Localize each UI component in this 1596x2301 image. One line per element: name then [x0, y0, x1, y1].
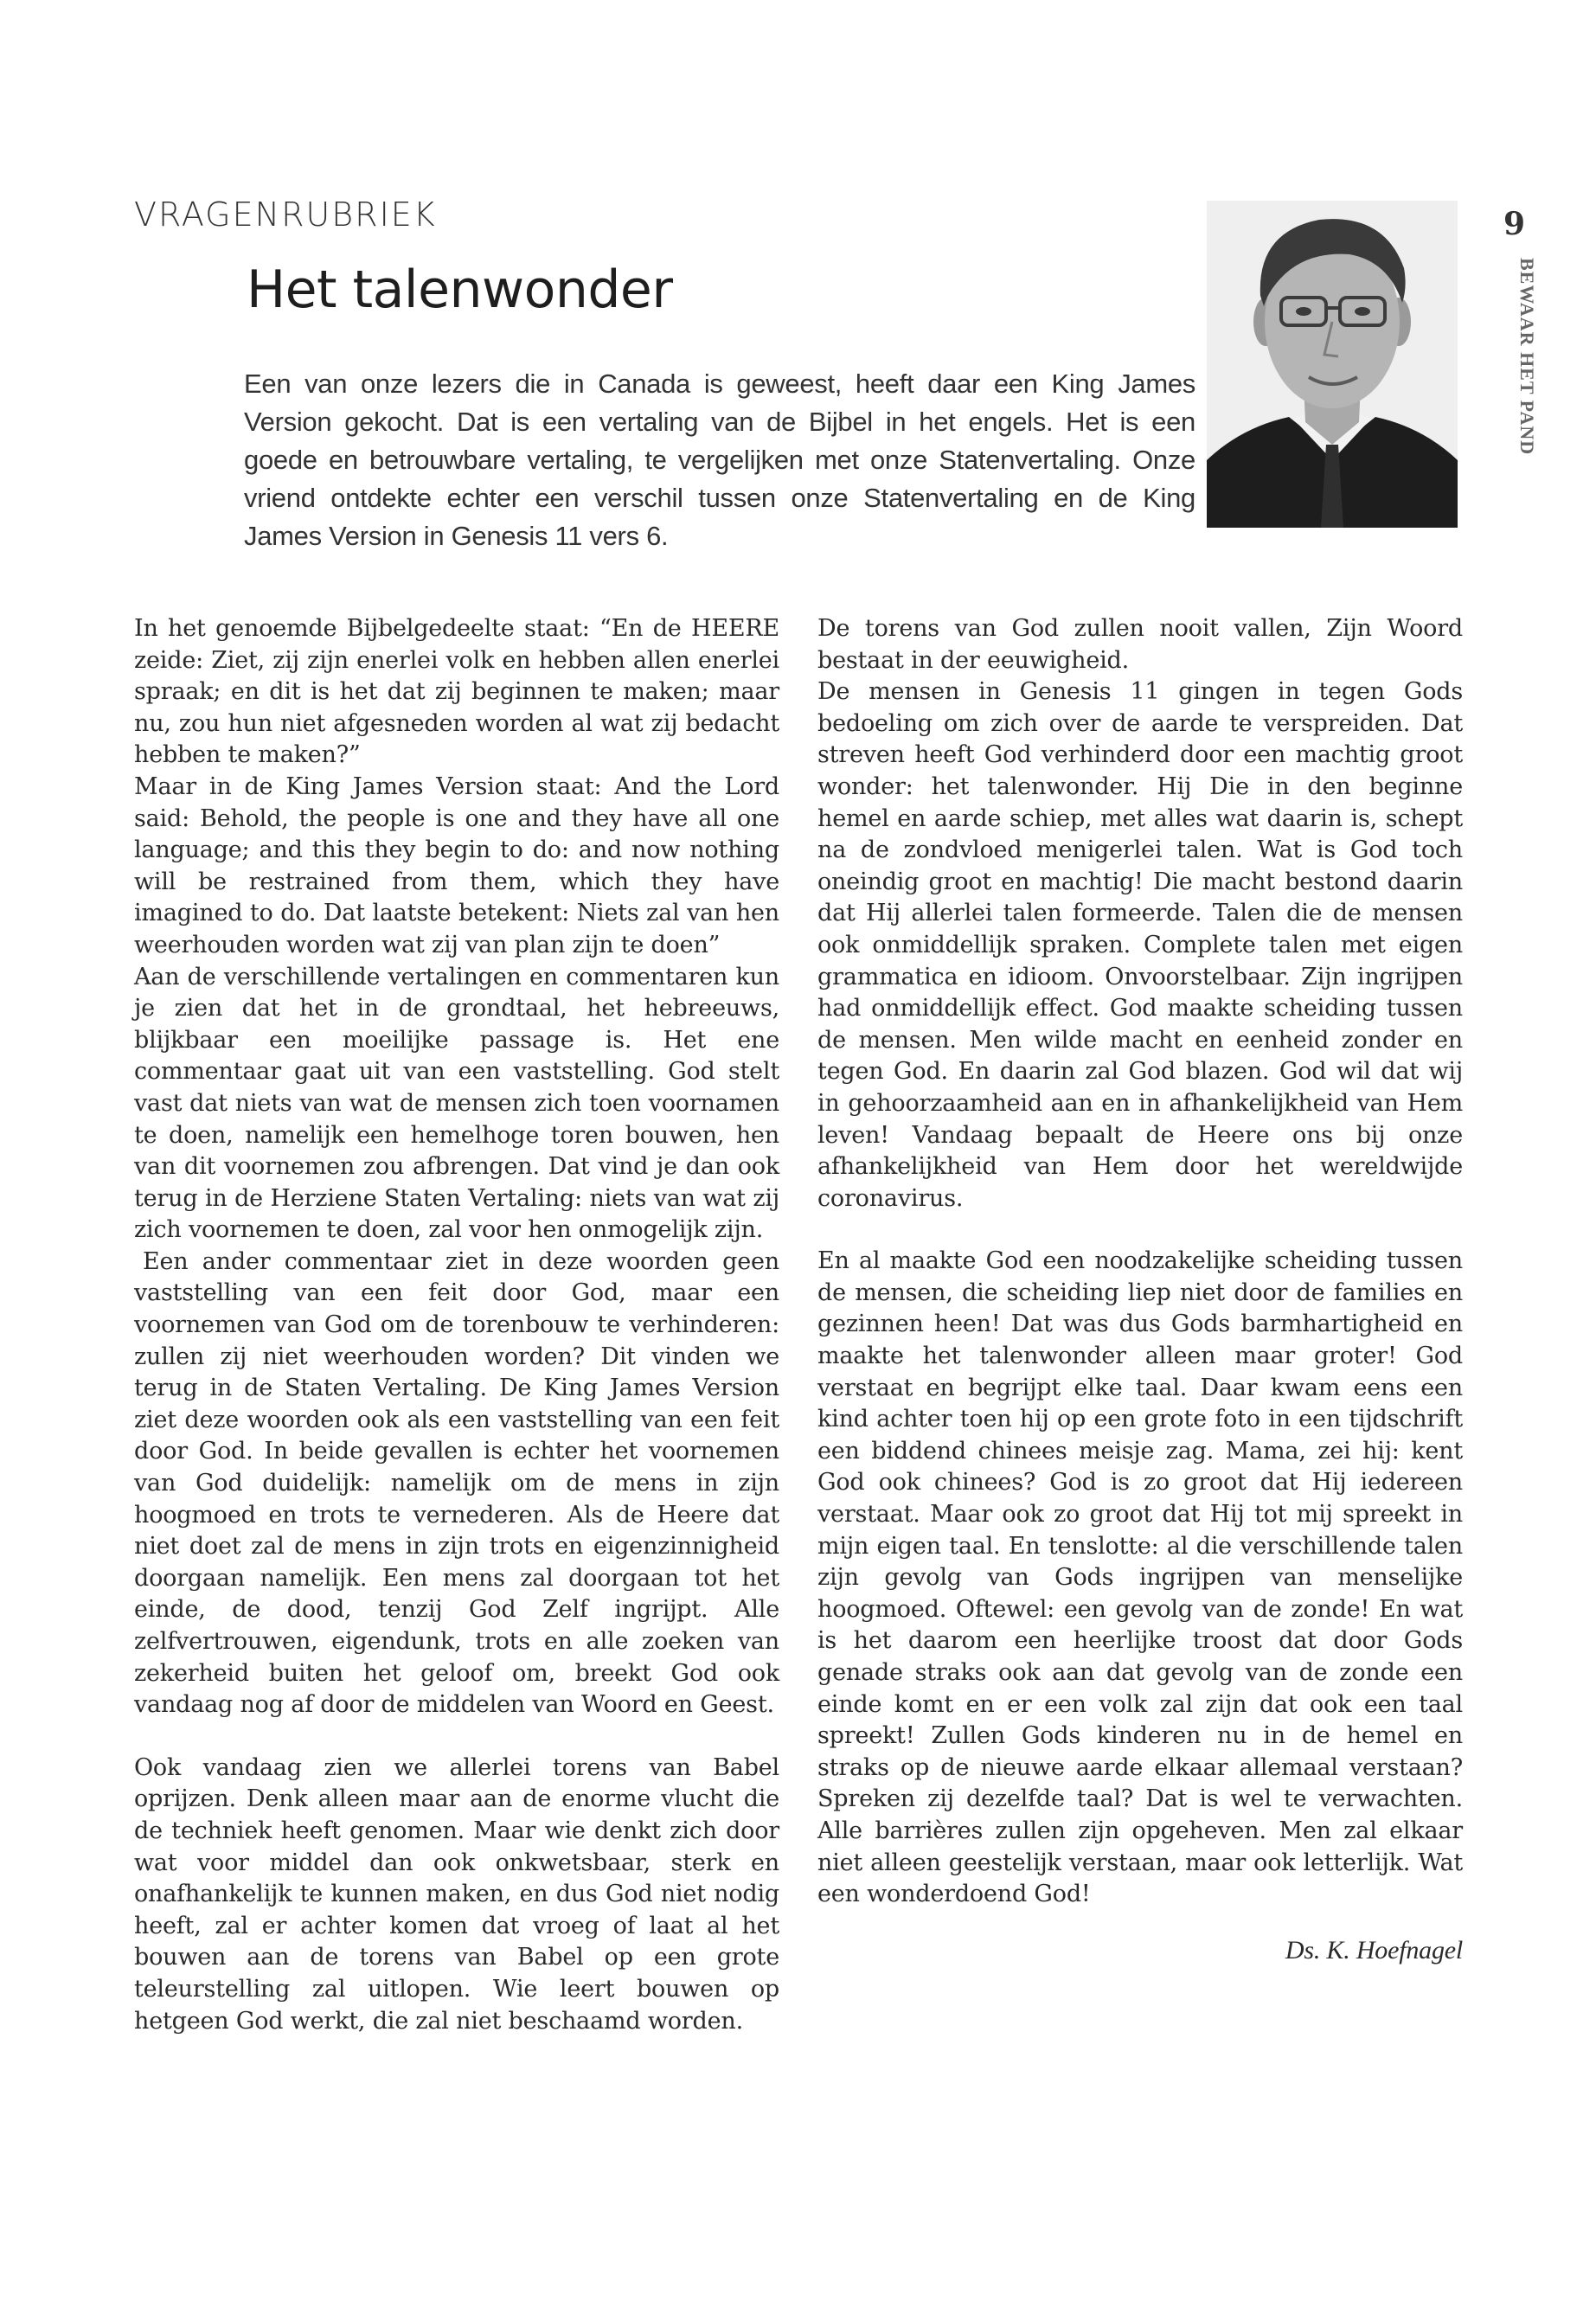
body-paragraph: Een ander commentaar ziet in deze woorden geen vaststelling van een feit door God, maar een voornemen van God om de torenbouw te verhinderen: zullen zij niet weerhouden worden? Dit vinden we terug in de Staten Vertaling. De King James Version ziet deze woorden ook als een vaststelling van een feit door God. In beide gevallen is echter het voornemen van God duidelijk: namelijk om de mens in zijn hoogmoed en trots te vernederen. Als de Heere dat niet doet zal de mens in zijn trots en eigenzinnigheid doorgaan namelijk. Een mens zal doorgaan tot het einde, de dood, tenzij God Zelf ingrijpt. Alle zelfvertrouwen, eigendunk, trots en alle zoeken van zekerheid buiten het geloof om, breekt God ook vandaag nog af door de middelen van Woord en Geest.: [134, 1247, 779, 1719]
article-intro: [244, 365, 1195, 555]
body-paragraph: En al maakte God een noodzakelijke scheiding tussen de mensen, die scheiding liep niet door de families en gezinnen heen! Dat was dus Gods barmhartigheid en maakte het talenwonder alleen maar groter! God verstaat en begrijpt elke taal. Daar kwam eens een kind achter toen hij op een grote foto in een tijdschrift een biddend chinees meisje zag. Mama, zei hij: kent God ook chinees? God is zo groot dat Hij iedereen verstaat. Maar ook zo groot dat Hij tot mij spreekt in mijn eigen taal. En tenslotte: al die verschillende talen zijn gevolg van Gods ingrijpen van menselijke hoogmoed. Oftewel: een gevolg van de zonde! En wat is het daarom een heerlijke troost dat door Gods genade straks ook aan dat gevolg van de zonde een einde komt en er een volk zal zijn dat ook een taal spreekt! Zullen Gods kinderen nu in de hemel en straks op de nieuwe aarde elkaar allemaal verstaan? Spreken zij dezelfde taal? Dat is wel te verwachten. Alle barrières zullen zijn opgeheven. Men zal elkaar niet alleen geestelijk verstaan, maar ook letterlijk. Wat een wonderdoend God!: [817, 1247, 1463, 1908]
body-paragraph: Ook vandaag zien we allerlei torens van Babel oprijzen. Denk alleen maar aan de enorme vlucht die de techniek heeft genomen. Maar wie denkt zich door wat voor middel dan ook onkwetsbaar, sterk en onafhankelijk te kunnen maken, en dus God niet nodig heeft, zal er achter komen dat vroeg of laat al het bouwen aan de torens van Babel op een grote teleurstelling zal uitlopen. Wie leert bouwen op hetgeen God werkt, die zal niet beschaamd worden.: [134, 1753, 779, 2035]
author-signature: Ds. K. Hoefnagel: [1285, 1935, 1463, 1965]
body-paragraph: In het genoemde Bijbelgedeelte staat: “En de HEERE zeide: Ziet, zij zijn enerlei volk en hebben allen enerlei spraak; en dit is het dat zij beginnen te maken; maar nu, zou hun niet afgesneden worden al wat zij bedacht hebben te maken?”: [134, 615, 779, 769]
body-paragraph: De torens van God zullen nooit vallen, Zijn Woord bestaat in der eeuwigheid.: [817, 615, 1463, 674]
author-portrait: [1207, 201, 1458, 528]
body-paragraph: De mensen in Genesis 11 gingen in tegen Gods bedoeling om zich over de aarde te verspreiden. Dat streven heeft God verhinderd door een machtig groot wonder: het talenwonder. Hij Die in den beginne hemel en aarde schiep, met alles wat daarin is, schept na de zondvloed menigerlei talen. Wat is God toch oneindig groot en machtig! Die macht bestond daarin dat Hij allerlei talen formeerde. Talen die de mensen ook onmiddellijk spraken. Complete talen met eigen grammatica en idioom. Onvoorstelbaar. Zijn ingrijpen had onmiddellijk effect. God maakte scheiding tussen de mensen. Men wilde macht en eenheid zonder en tegen God. En daarin zal God blazen. God wil dat wij in gehoorzaamheid aan en in afhankelijkheid van Hem leven! Vandaag bepaalt de Heere ons bij onze afhankelijkheid van Hem door het wereldwijde coronavirus.: [817, 678, 1463, 1212]
author-portrait-icon: [1207, 201, 1458, 528]
article-title: Het talenwonder: [247, 260, 673, 320]
page-number: 9: [1503, 206, 1526, 242]
intro-paragraph: Een van onze lezers die in Canada is geweest, heeft daar een King James Version gekocht. Dat is een vertaling van de Bijbel in het engels. Het is een goede en betrouwbare vertaling, te vergelijken met onze Statenvertaling. Onze vriend ontdekte echter een verschil tussen onze Statenvertaling en de King James Version in Genesis 11 vers 6.: [244, 369, 1195, 551]
body-paragraph: Maar in de King James Version staat: And the Lord said: Behold, the people is one and they have all one language; and this they begin to do: and now nothing will be restrained from them, which they have imagined to do. Dat laatste betekent: Niets zal van hen weerhouden worden wat zij van plan zijn te doen”: [134, 772, 779, 958]
right-column: [817, 613, 1463, 1966]
left-column: [134, 613, 779, 2037]
running-head: BEWAAR HET PAND: [1516, 258, 1538, 456]
body-paragraph: Aan de verschillende vertalingen en commentaren kun je zien dat het in de grondtaal, het hebreeuws, blijkbaar een moeilijke passage is. Het ene commentaar gaat uit van een vaststelling. God stelt vast dat niets van wat de mensen zich toen voornamen te doen, namelijk een hemelhoge toren bouwen, hen van dit voornemen zou afbrengen. Dat vind je dan ook terug in de Herziene Staten Vertaling: niets van wat zij zich voornemen te doen, zal voor hen onmogelijk zijn.: [134, 963, 779, 1244]
section-label: VRAGENRUBRIEK: [134, 195, 437, 234]
